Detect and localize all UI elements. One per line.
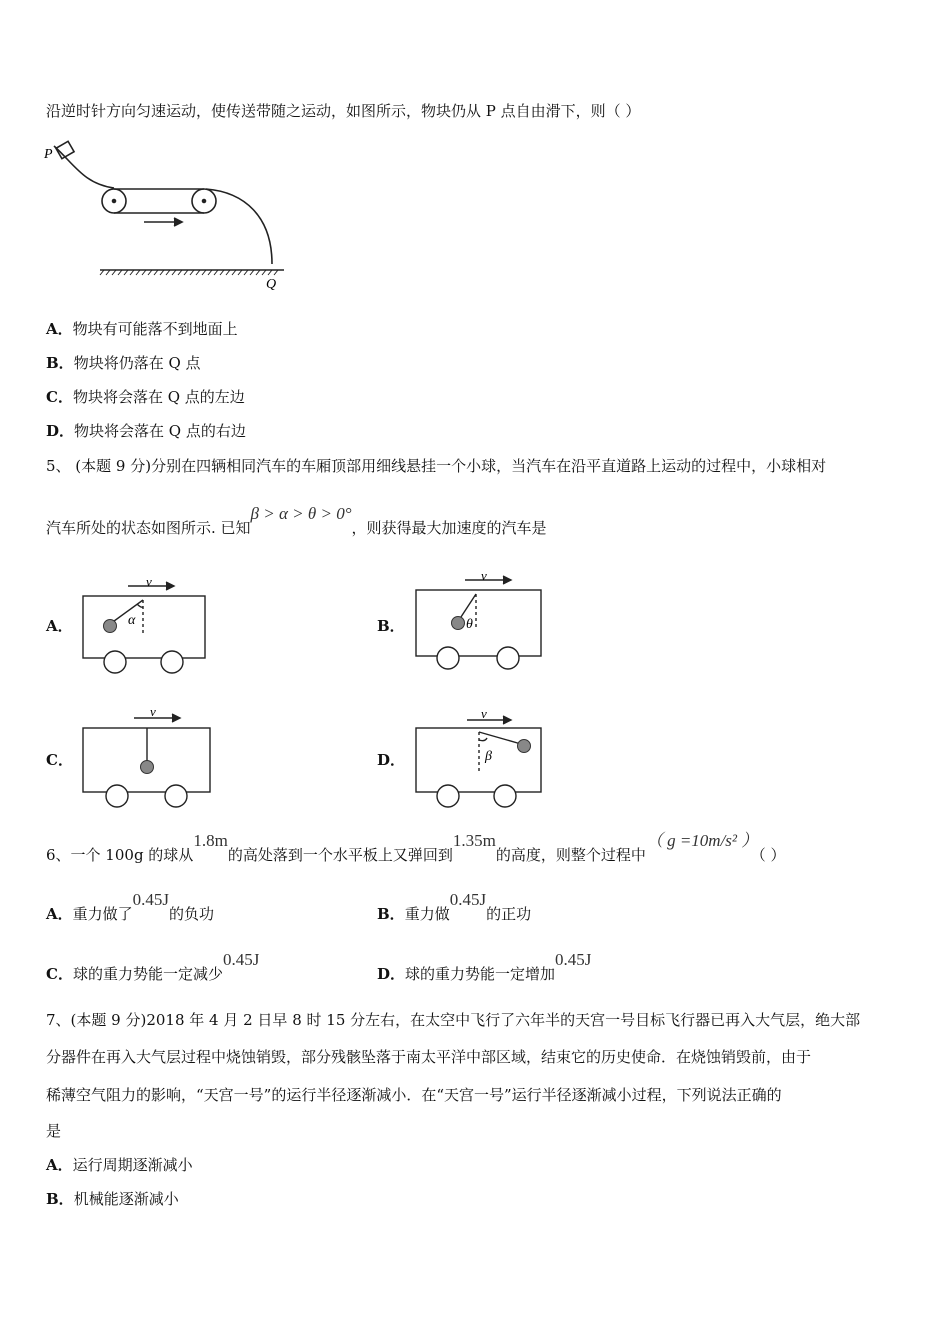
q5-line1: 5、 (本题 9 分)分别在四辆相同汽车的车厢顶部用细线悬挂一个小球，当汽车在沿平直道路上运动的过程中，小球相对 — [46, 457, 827, 475]
svg-text:α: α — [128, 613, 136, 628]
q4-option-a[interactable]: A．物块有可能落不到地面上 — [46, 320, 238, 338]
car-a-figure — [80, 574, 210, 674]
svg-text:θ: θ — [466, 617, 473, 632]
q4-option-d[interactable]: D．物块将会落在 Q 点的右边 — [46, 422, 246, 440]
q6-option-c[interactable]: C．球的重力势能一定减少0.45J — [46, 950, 260, 983]
car-b-key[interactable]: B． — [377, 617, 405, 635]
q7-line1: 7、(本题 9 分)2018 年 4 月 2 日早 8 时 15 分左右，在太空中飞行了六年半的天宫一号目标飞行器已再入大气层，绝大部 — [46, 1011, 861, 1029]
q6-g: （ g =10m/s² ） — [645, 831, 759, 850]
svg-text:v: v — [150, 704, 156, 719]
car-c-figure — [80, 704, 215, 812]
q5-line2: 汽车所处的状态如图所示. 已知β > α > θ > 0°，则获得最大加速度的汽车是 — [46, 504, 547, 537]
car-c-key[interactable]: C． — [46, 751, 73, 769]
slope-curve — [54, 146, 114, 188]
svg-text:v: v — [146, 574, 152, 589]
q7-line2: 分器件在再入大气层过程中烧蚀销毁，部分残骸坠落于南太平洋中部区域，结束它的历史使命．在烧蚀销毁前，由于 — [46, 1048, 812, 1066]
car-b-figure — [413, 568, 543, 674]
car-d-figure — [413, 704, 548, 812]
label-p: P — [44, 147, 53, 162]
label-q: Q — [266, 277, 277, 292]
conveyor-figure — [44, 136, 294, 296]
q7-option-b[interactable]: B．机械能逐渐减小 — [46, 1190, 179, 1208]
q6-h1: 1.8m — [193, 831, 228, 850]
q6-option-b[interactable]: B．重力做0.45J的正功 — [377, 890, 532, 923]
q6-option-d[interactable]: D．球的重力势能一定增加0.45J — [377, 950, 592, 983]
q6-option-a[interactable]: A．重力做了0.45J的负功 — [46, 890, 215, 923]
q5-formula: β > α > θ > 0° — [250, 504, 352, 523]
car-d-key[interactable]: D． — [377, 751, 406, 769]
intro-text: 沿逆时针方向匀速运动，使传送带随之运动，如图所示，物块仍从 P 点自由滑下，则（ ） — [46, 102, 641, 120]
svg-text:v: v — [481, 568, 487, 583]
car-a-key[interactable]: A． — [46, 617, 73, 635]
q4-option-b[interactable]: B．物块将仍落在 Q 点 — [46, 354, 201, 372]
q7-option-a[interactable]: A．运行周期逐渐减小 — [46, 1156, 193, 1174]
q6-stem: 6、一个 100g 的球从1.8m的高处落到一个水平板上又弹回到1.35m的高度，则整个过程中（ g =10m/s² ）（ ） — [46, 831, 786, 864]
q4-option-c[interactable]: C．物块将会落在 Q 点的左边 — [46, 388, 245, 406]
q6-h2: 1.35m — [452, 831, 496, 850]
svg-text:β: β — [485, 749, 492, 764]
q7-line3: 稀薄空气阻力的影响，“天宫一号”的运行半径逐渐减小．在“天宫一号”运行半径逐渐减小过程，下列说法正确的 — [46, 1086, 782, 1104]
svg-text:v: v — [481, 706, 487, 721]
q7-line4: 是 — [46, 1122, 62, 1140]
